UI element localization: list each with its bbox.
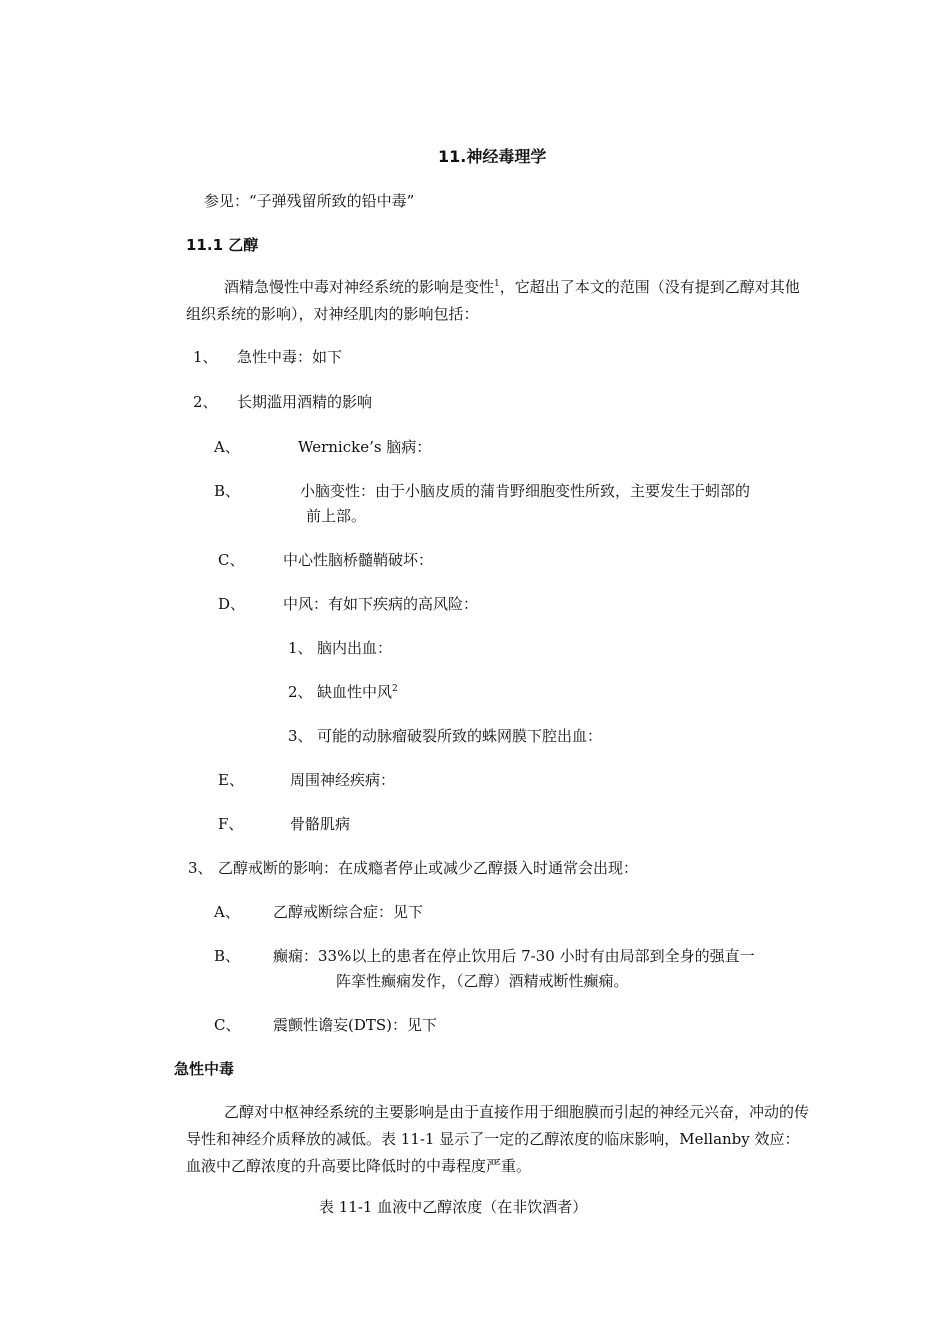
sub-item-letter: F、 [218, 815, 244, 833]
sub-item-myopathy: 骨骼肌病 [290, 815, 351, 833]
list-item-acute-poisoning: 急性中毒：如下 [237, 348, 343, 366]
sub-item-cerebellar-line1: 小脑变性：由于小脑皮质的蒲肯野细胞变性所致，主要发生于蚓部的 [300, 482, 751, 500]
list-item-withdrawal: 乙醇戒断的影响：在成瘾者停止或减少乙醇摄入时通常会出现： [218, 859, 639, 877]
sub-item-seizure-line2: 阵挛性癫痫发作，（乙醇）酒精戒断性癫痫。 [336, 972, 629, 990]
sub-item-withdrawal-syndrome: 乙醇戒断综合症：见下 [273, 903, 424, 921]
sub-item-peripheral-neuropathy: 周围神经疾病： [290, 771, 396, 789]
sub-item-cerebellar-line2: 前上部。 [306, 507, 367, 525]
page-title: 11.神经毒理学 [438, 147, 547, 166]
list-item-number: 3、 [188, 859, 213, 877]
sub-item-seizure-line1: 癫痫：33%以上的患者在停止饮用后 7-30 小时有由局部到全身的强直一 [273, 947, 755, 965]
see-also-line: 参见：“子弹残留所致的铅中毒” [204, 192, 415, 210]
sub-item-letter: B、 [214, 947, 241, 965]
sub-item-letter: B、 [214, 482, 241, 500]
stroke-item-subarachnoid: 可能的动脉瘤破裂所致的蛛网膜下腔出血： [317, 727, 603, 745]
list-item-number: 1、 [193, 348, 218, 366]
sub-item-letter: A、 [214, 903, 240, 921]
sub-item-wernicke: Wernicke’s 脑病： [298, 438, 432, 456]
sub-item-letter: D、 [218, 595, 246, 613]
sub-item-stroke: 中风：有如下疾病的高风险： [283, 595, 479, 613]
sub-item-delirium-tremens: 震颤性谵妄(DTS)：见下 [273, 1016, 438, 1034]
sub-item-letter: E、 [218, 771, 244, 789]
intro-paragraph: 酒精急慢性中毒对神经系统的影响是变性$^1$，它超出了本文的范围（没有提到乙醇对其他组织系统的影响），对神经肌肉的影响包括： [186, 278, 800, 323]
sub-item-pontine: 中心性脑桥髓鞘破坏： [283, 551, 434, 569]
stroke-item-hemorrhage: 脑内出血： [317, 639, 393, 657]
sub-item-letter: C、 [214, 1016, 241, 1034]
stroke-item-number: 2、 [288, 683, 313, 701]
section-heading-ethanol: 11.1 乙醇 [186, 236, 259, 254]
acute-paragraph: 乙醇对中枢神经系统的主要影响是由于直接作用于细胞膜而引起的神经元兴奋，冲动的传导性和神经介质释放的减低。表 11-1 显示了一定的乙醇浓度的临床影响，Mellanby 效应：血液中乙醇浓度的升高要比降低时的中毒程度严重。 [186, 1103, 810, 1175]
stroke-item-number: 3、 [288, 727, 313, 745]
stroke-item-number: 1、 [288, 639, 313, 657]
stroke-item-ischemic: 缺血性中风$^2$ [317, 683, 398, 701]
sub-item-letter: A、 [214, 438, 240, 456]
footnote-ref-2: 2 [392, 684, 398, 694]
table-caption: 表 11-1 血液中乙醇浓度（在非饮酒者） [319, 1198, 588, 1216]
section-heading-acute-poisoning: 急性中毒 [174, 1060, 235, 1078]
list-item-number: 2、 [193, 393, 218, 411]
footnote-ref-1: 1 [494, 279, 500, 289]
list-item-chronic-abuse: 长期滥用酒精的影响 [237, 393, 373, 411]
sub-item-letter: C、 [218, 551, 245, 569]
